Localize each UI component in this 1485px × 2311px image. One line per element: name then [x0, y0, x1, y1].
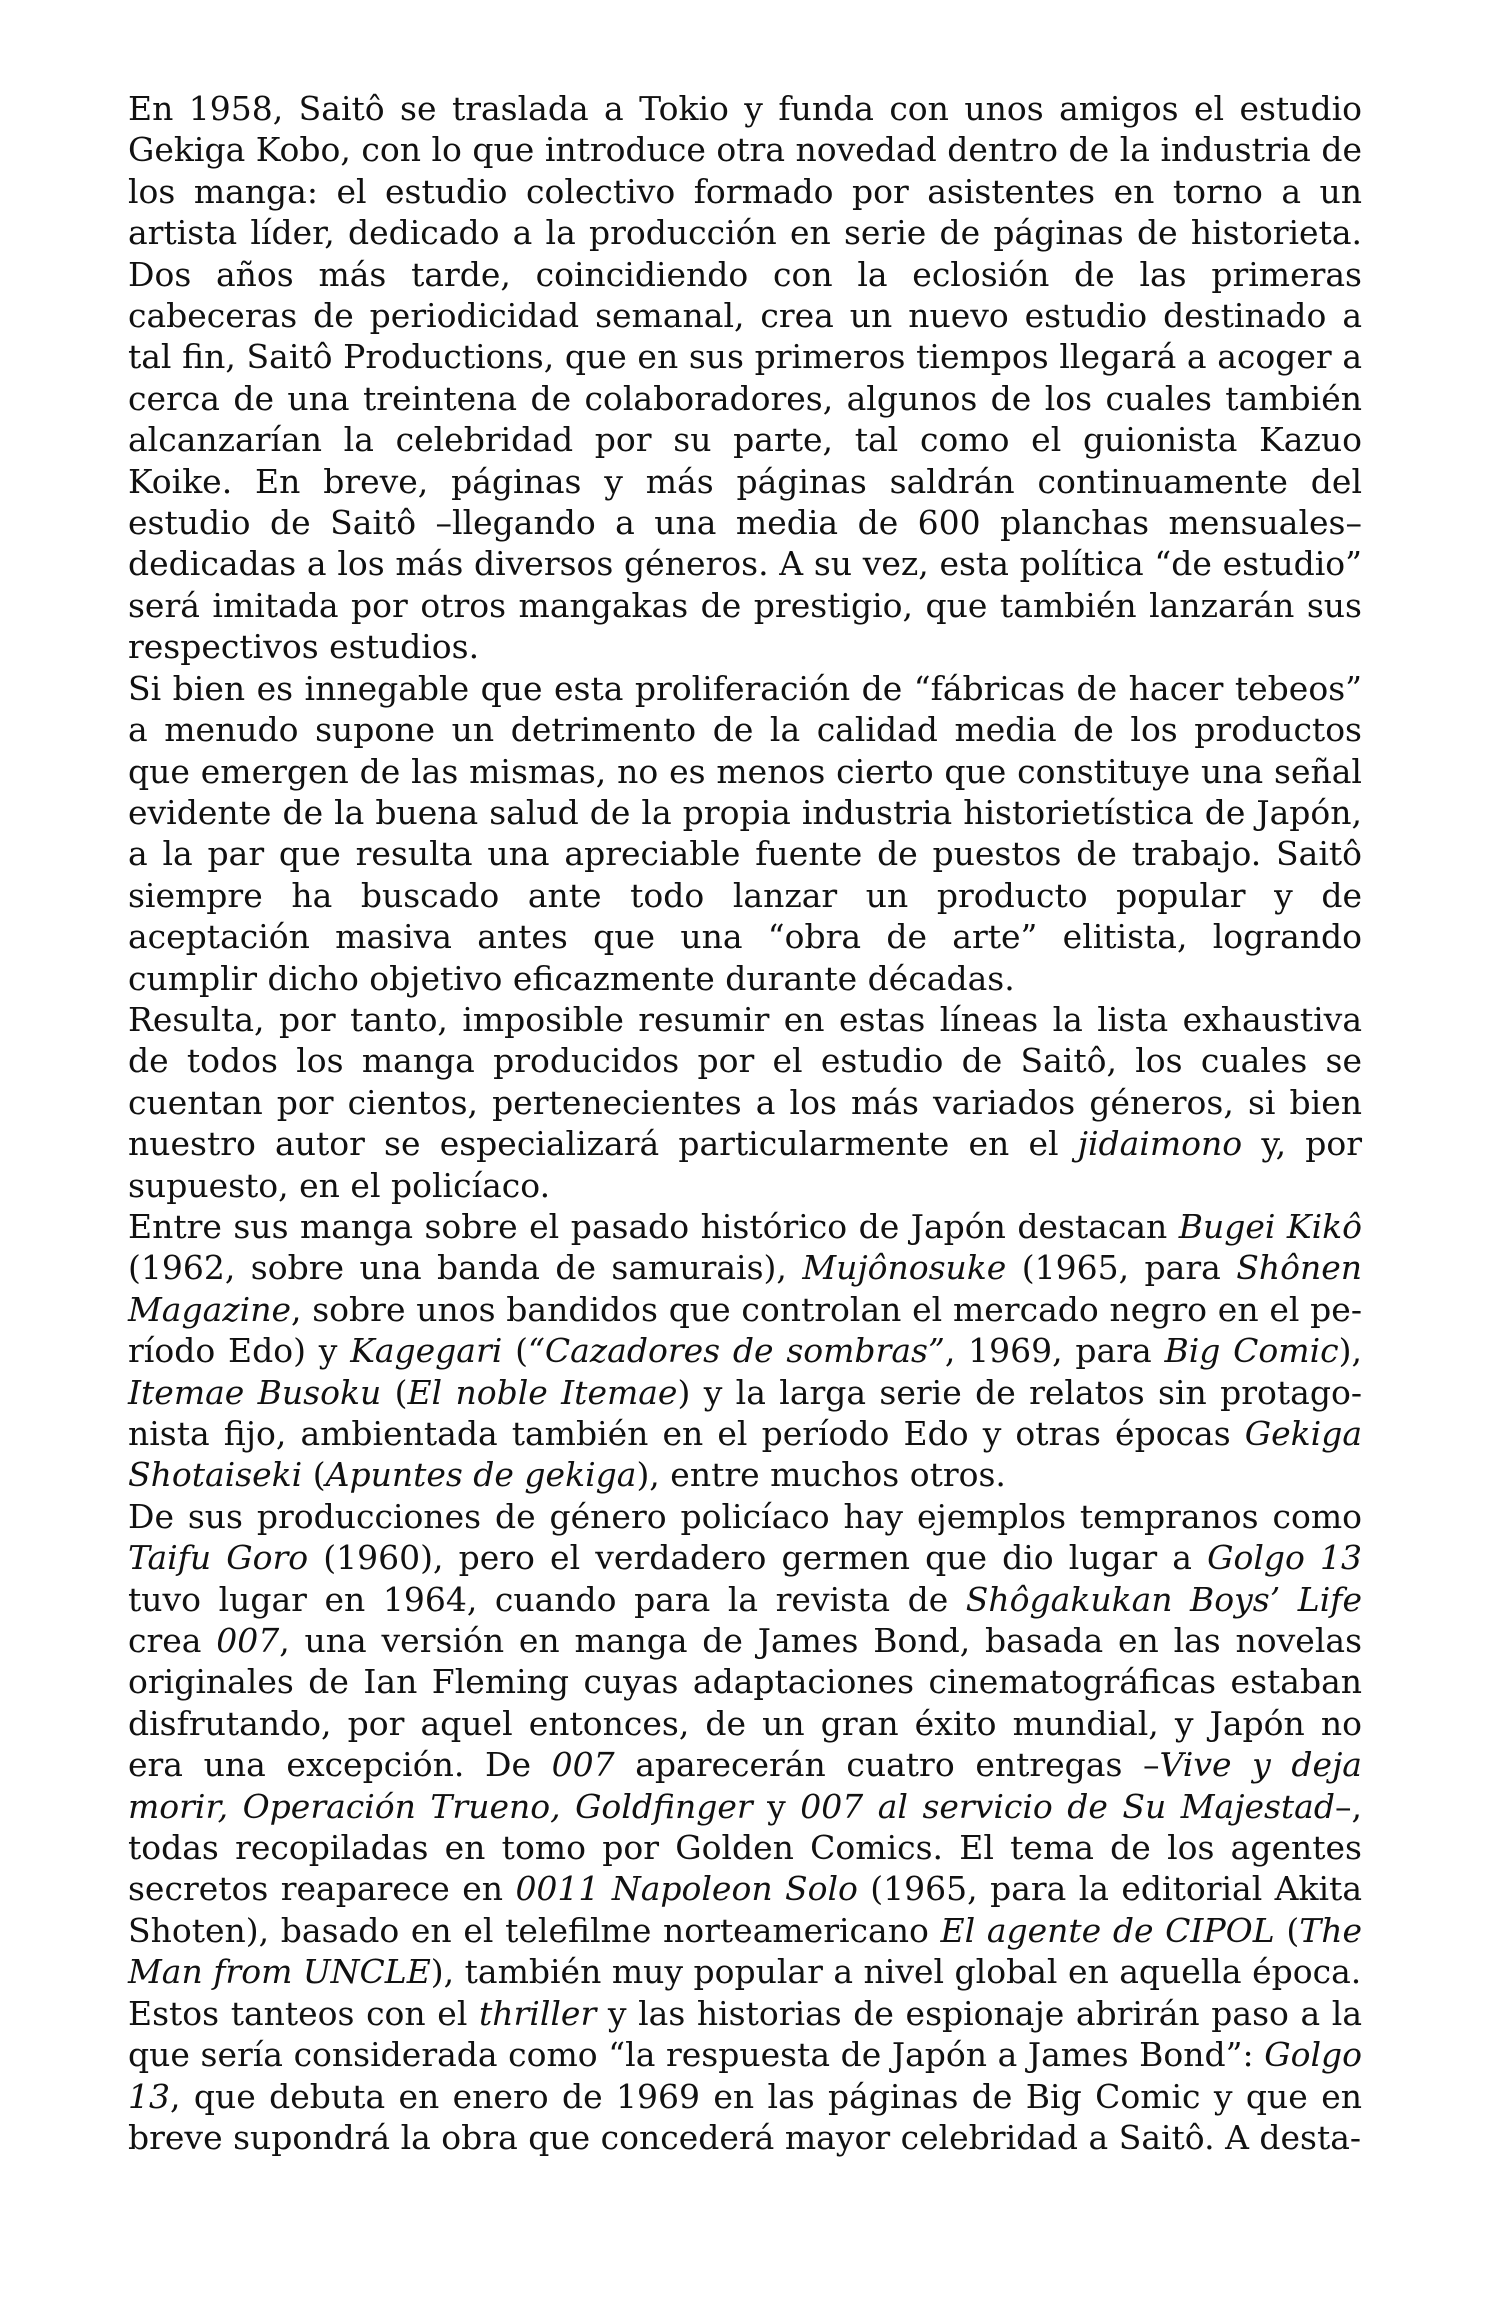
- italic-title: Golgo 13: [128, 2035, 1362, 2116]
- text-run: ),: [1338, 1331, 1363, 1371]
- text-run: ), entre muchos otros.: [636, 1455, 1006, 1495]
- paragraph: [128, 1206, 1362, 1496]
- italic-title: Bugei Kikô: [1178, 1206, 1363, 1246]
- text-run: (1962, sobre una banda de samurais),: [128, 1248, 803, 1288]
- text-run: (1965, para la editorial Akita Shoten), basado en el telefilme norteamericano: [128, 1869, 1362, 1950]
- text-run: y, por supuesto, en el policíaco.: [128, 1124, 1363, 1205]
- italic-title: Mujônosuke: [802, 1248, 1007, 1288]
- text-run: Resulta, por tanto, imposible resumir en estas líneas la lista exhaustiva de todos los manga producidos por el estudio de Saitô, los cuales se cuentan por cientos, pertenecientes a los más variados géneros, si bien nuestro autor se especializará particularmente en el: [128, 999, 1362, 1164]
- italic-title: 007 al servicio de Su Majestad: [800, 1786, 1335, 1826]
- text-run: Si bien es innegable que esta proliferación de “fábricas de hacer tebeos” a menudo supone un detrimento de la calidad media de los productos que emergen de las mismas, no es menos cierto que constituye una señal evidente de la buena salud de la propia industria historietística de Japón, a la par que resulta una apreciable fuente de puestos de trabajo. Saitô siempre ha buscado ante todo lanzar un producto popular y de aceptación masiva antes que una “obra de arte” elitista, logrando cumplir dicho objetivo eficazmente durante décadas.: [128, 668, 1362, 998]
- paragraph: [128, 1496, 1362, 1993]
- italic-title: The Man from UNCLE: [128, 1910, 1363, 1992]
- paragraph: [128, 999, 1362, 1206]
- italic-title: Shôgakukan Boys’ Life: [965, 1579, 1362, 1619]
- paragraph: [128, 1993, 1362, 2159]
- text-run: y: [752, 1786, 801, 1826]
- text-run: , sobre unos bandidos que controlan el mercado negro en el período Edo) y: [128, 1289, 1362, 1371]
- text-run: (: [381, 1372, 408, 1412]
- text-run: crea: [128, 1621, 217, 1661]
- italic-title: 007: [551, 1745, 615, 1785]
- text-run: En 1958, Saitô se traslada a Tokio y funda con unos amigos el estudio Gekiga Kobo, con lo que introduce otra novedad dentro de la industria de los manga: el estudio colectivo formado por asistentes en torno a un artista líder, dedicado a la producción en serie de páginas de historieta. Dos años más tarde, coincidiendo con la eclosión de las primeras cabeceras de periodicidad semanal, crea un nuevo estudio destinado a tal fin, Saitô Productions, que en sus primeros tiempos llegará a acoger a cerca de una treintena de colaboradores, algunos de los cuales también alcanzarían la celebridad por su parte, tal como el guionista Kazuo Koike. En breve, páginas y más páginas saldrán continuamente del estudio de Saitô –llegando a una media de 600 planchas mensuales– dedicadas a los más diversos géneros. A su vez, esta política “de estudio” será imitada por otros mangakas de prestigio, que también lanzarán sus respectivos estudios.: [128, 89, 1362, 667]
- text-run: , que debuta en enero de 1969 en las páginas de Big Comic y que en breve supondrá la obra que concederá mayor celebridad a Saitô. A desta-: [128, 2076, 1362, 2157]
- text-run: , una versión en manga de James Bond, basada en las novelas originales de Ian Fleming cuyas adaptaciones cinematográficas estaban disfrutando, por aquel entonces, de un gran éxito mundial, y Japón no era una excepción. De: [128, 1621, 1363, 1785]
- text-run: y las historias de espionaje abrirán paso a la que sería considerada como “la respuesta de Japón a James Bond”:: [128, 1993, 1362, 2075]
- text-run: (: [502, 1331, 528, 1371]
- text-run: aparecerán cuatro entregas –: [614, 1745, 1160, 1785]
- italic-title: Golgo 13: [1207, 1538, 1362, 1578]
- text-run: ) y la larga serie de relatos sin protagonista fijo, ambientada también en el período Edo y otras épocas: [128, 1372, 1362, 1453]
- italic-title: Apuntes de gekiga: [325, 1455, 637, 1495]
- text-run: tuvo lugar en 1964, cuando para la revista de: [128, 1579, 966, 1619]
- italic-title: El noble Itemae: [407, 1372, 678, 1412]
- italic-title: Itemae Busoku: [128, 1372, 382, 1412]
- text-run: (: [302, 1455, 326, 1495]
- text-run: (1965, para: [1006, 1248, 1237, 1288]
- italic-title: 0011 Napoleon Solo: [515, 1869, 858, 1909]
- text-run: , 1969, para: [944, 1331, 1165, 1371]
- italic-title: Shônen Magazine: [128, 1248, 1362, 1329]
- paragraph: [128, 668, 1362, 999]
- italic-title: 007: [216, 1621, 280, 1661]
- italic-title: “Cazadores de sombras”: [528, 1331, 945, 1371]
- italic-title: Big Comic: [1164, 1331, 1339, 1371]
- italic-title: thriller: [478, 1993, 597, 2033]
- text-run: Entre sus manga sobre el pasado histórico de Japón destacan: [128, 1206, 1179, 1246]
- italic-title: jidaimono: [1077, 1124, 1243, 1164]
- document-page: [128, 88, 1362, 2158]
- italic-title: Gekiga Shotaiseki: [128, 1414, 1362, 1495]
- italic-title: Vive y deja morir, Operación Trueno, Goldfinger: [128, 1745, 1362, 1826]
- text-run: (: [1274, 1910, 1300, 1950]
- italic-title: Taifu Goro: [128, 1538, 309, 1578]
- italic-title: El agente de CIPOL: [940, 1910, 1275, 1950]
- paragraph: [128, 88, 1362, 668]
- text-run: ), también muy popular a nivel global en aquella época.: [430, 1952, 1362, 1992]
- text-run: –, todas recopiladas en tomo por Golden Comics. El tema de los agentes secretos reaparece en: [128, 1786, 1362, 1909]
- italic-title: Kagegari: [350, 1331, 503, 1371]
- text-run: (1960), pero el verdadero germen que dio lugar a: [308, 1538, 1208, 1578]
- text-run: De sus producciones de género policíaco hay ejemplos tempranos como: [128, 1496, 1362, 1536]
- text-run: Estos tanteos con el: [128, 1993, 479, 2033]
